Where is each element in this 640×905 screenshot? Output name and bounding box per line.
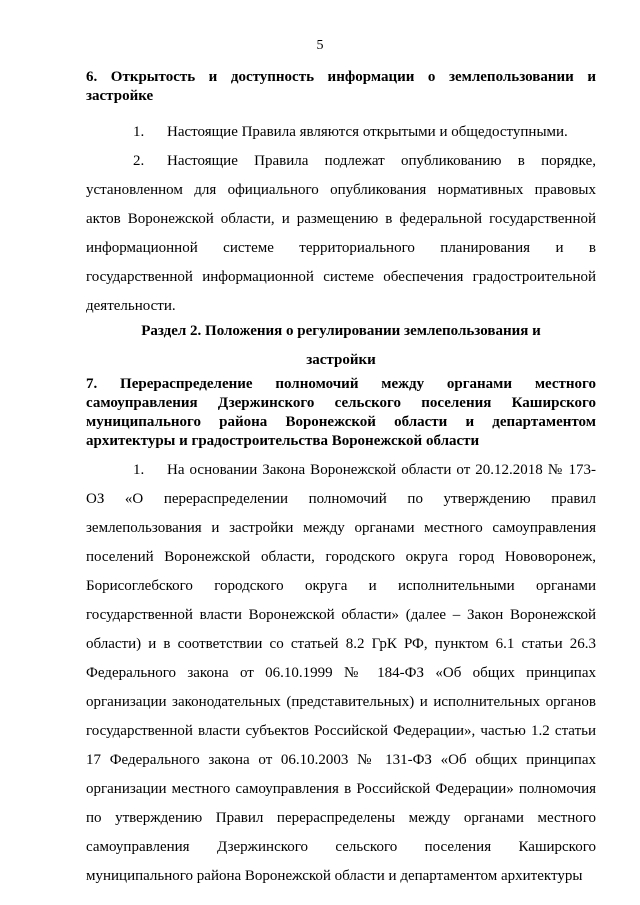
section-7-heading: 7. Перераспределение полномочий между органами местного самоуправления Дзержинского сельского поселения Каширского муниципального района Воронежской области и департаментом архитектуры и градостроительства Воронежской области xyxy=(86,376,596,449)
item-text: Настоящие Правила являются открытыми и общедоступными. xyxy=(167,124,568,140)
page-number: 5 xyxy=(316,38,324,53)
section-6-items xyxy=(86,118,596,321)
item-text: На основании Закона Воронежской области от 20.12.2018 № 173-ОЗ «О перераспределении полномочий по утверждению правил землепользования и застройки между органами местного самоуправления поселений Воронежской области, городского округа город Нововоронеж, Борисоглебского городского округа и исполнительными органами государственной власти Воронежской области» (далее – Закон Воронежской области) и в соответствии со статьей 8.2 ГрК РФ, пунктом 6.1 статьи 26.3 Федерального закона от 06.10.1999 № 184-ФЗ «Об общих принципах организации законодательных (представительных) и исполнительных органов государственной власти субъектов Российской Федерации», частью 1.2 статьи 17 Федерального закона от 06.10.2003 № 131-ФЗ «Об общих принципах организации местного самоуправления в Российской Федерации» полномочия по утверждению Правил перераспределены между органами местного самоуправления Дзержинского сельского поселения Каширского муниципального района Воронежской области и департаментом архитектуры xyxy=(86,462,596,884)
part-2-title-line-1: Раздел 2. Положения о регулировании землепользования и xyxy=(141,323,541,339)
item-number: 1. xyxy=(133,124,145,140)
item-number: 1. xyxy=(133,462,145,478)
section-7-items xyxy=(86,456,596,891)
section-7 xyxy=(86,375,596,451)
part-2-title xyxy=(86,317,596,375)
item-number: 2. xyxy=(133,153,145,169)
section-6 xyxy=(86,68,596,106)
item-text: Настоящие Правила подлежат опубликованию в порядке, установленном для официального опубликования нормативных правовых актов Воронежской области, и размещению в федеральной государственной информационной системе территориального планирования и в государственной информационной системе обеспечения градостроительной деятельности. xyxy=(86,153,596,314)
part-2-title-line-2: застройки xyxy=(306,352,376,368)
section-7-item-1 xyxy=(86,456,596,891)
section-6-heading: 6. Открытость и доступность информации о землепользовании и застройке xyxy=(86,69,596,104)
section-6-item-2 xyxy=(86,147,596,321)
section-6-item-1 xyxy=(86,118,596,147)
